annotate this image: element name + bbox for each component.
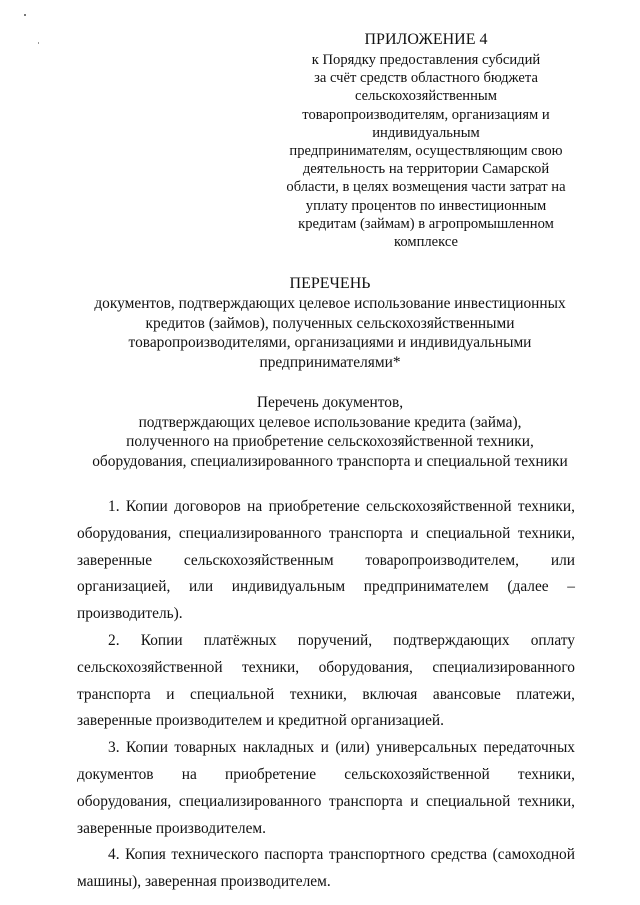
heading-line: подтверждающих целевое использование кредита (займа), [138, 413, 522, 431]
appendix-line: товаропроизводителям, организациям и [302, 106, 550, 123]
section-heading [76, 393, 584, 471]
paragraph-item: 1. Копии договоров на приобретение сельскохозяйственной техники, оборудования, специализированного транспорта и специальной техники, заверенные сельскохозяйственным товаропроизводителем, или организацией, или индивидуальным предпринимателем (далее – производитель). [77, 498, 575, 623]
appendix-line: к Порядку предоставления субсидий [311, 52, 541, 68]
appendix-line: кредитам (займам) в агропромышленном [298, 215, 554, 232]
appendix-line: уплату процентов по инвестиционным [305, 197, 547, 214]
document-title: ПЕРЕЧЕНЬ [289, 275, 371, 292]
appendix-line: предпринимателям, осуществляющим свою [289, 143, 563, 160]
scan-artifact [24, 14, 26, 16]
paragraph-item: 4. Копия технического паспорта транспортного средства (самоходной машины), заверенная производителем. [77, 846, 575, 891]
appendix-title: ПРИЛОЖЕНИЕ 4 [364, 31, 488, 48]
appendix-block [276, 30, 576, 251]
appendix-line: области, в целях возмещения части затрат на [286, 179, 566, 196]
subtitle-line: документов, подтверждающих целевое использование инвестиционных [94, 295, 566, 312]
subtitle-line: товаропроизводителями, организациями и индивидуальными [128, 334, 532, 351]
document-subtitle [76, 294, 584, 372]
appendix-line: за счёт средств областного бюджета [314, 70, 538, 87]
paragraph-item: 2. Копии платёжных поручений, подтверждающих оплату сельскохозяйственной техники, оборудования, специализированного транспорта и специальной техники, включая авансовые платежи, заверенные производителем и кредитной организацией. [77, 631, 575, 730]
scan-artifact [38, 42, 39, 44]
appendix-line: сельскохозяйственным [355, 88, 497, 105]
document-body [77, 494, 575, 896]
heading-line: полученного на приобретение сельскохозяйственной техники, [126, 433, 534, 451]
heading-line: оборудования, специализированного транспорта и специальной техники [92, 452, 568, 470]
appendix-line: деятельность на территории Самарской [302, 161, 550, 178]
appendix-line: индивидуальным [372, 124, 480, 141]
paragraph-item: 3. Копии товарных накладных и (или) универсальных передаточных документов на приобретение сельскохозяйственной техники, оборудования, специализированного транспорта и специальной техники, заверенные производителем. [77, 739, 575, 837]
subtitle-line: кредитов (займов), полученных сельскохозяйственными [145, 314, 515, 332]
subtitle-line: предпринимателями* [259, 353, 401, 371]
heading-line: Перечень документов, [256, 394, 404, 411]
appendix-line: комплексе [393, 234, 459, 251]
